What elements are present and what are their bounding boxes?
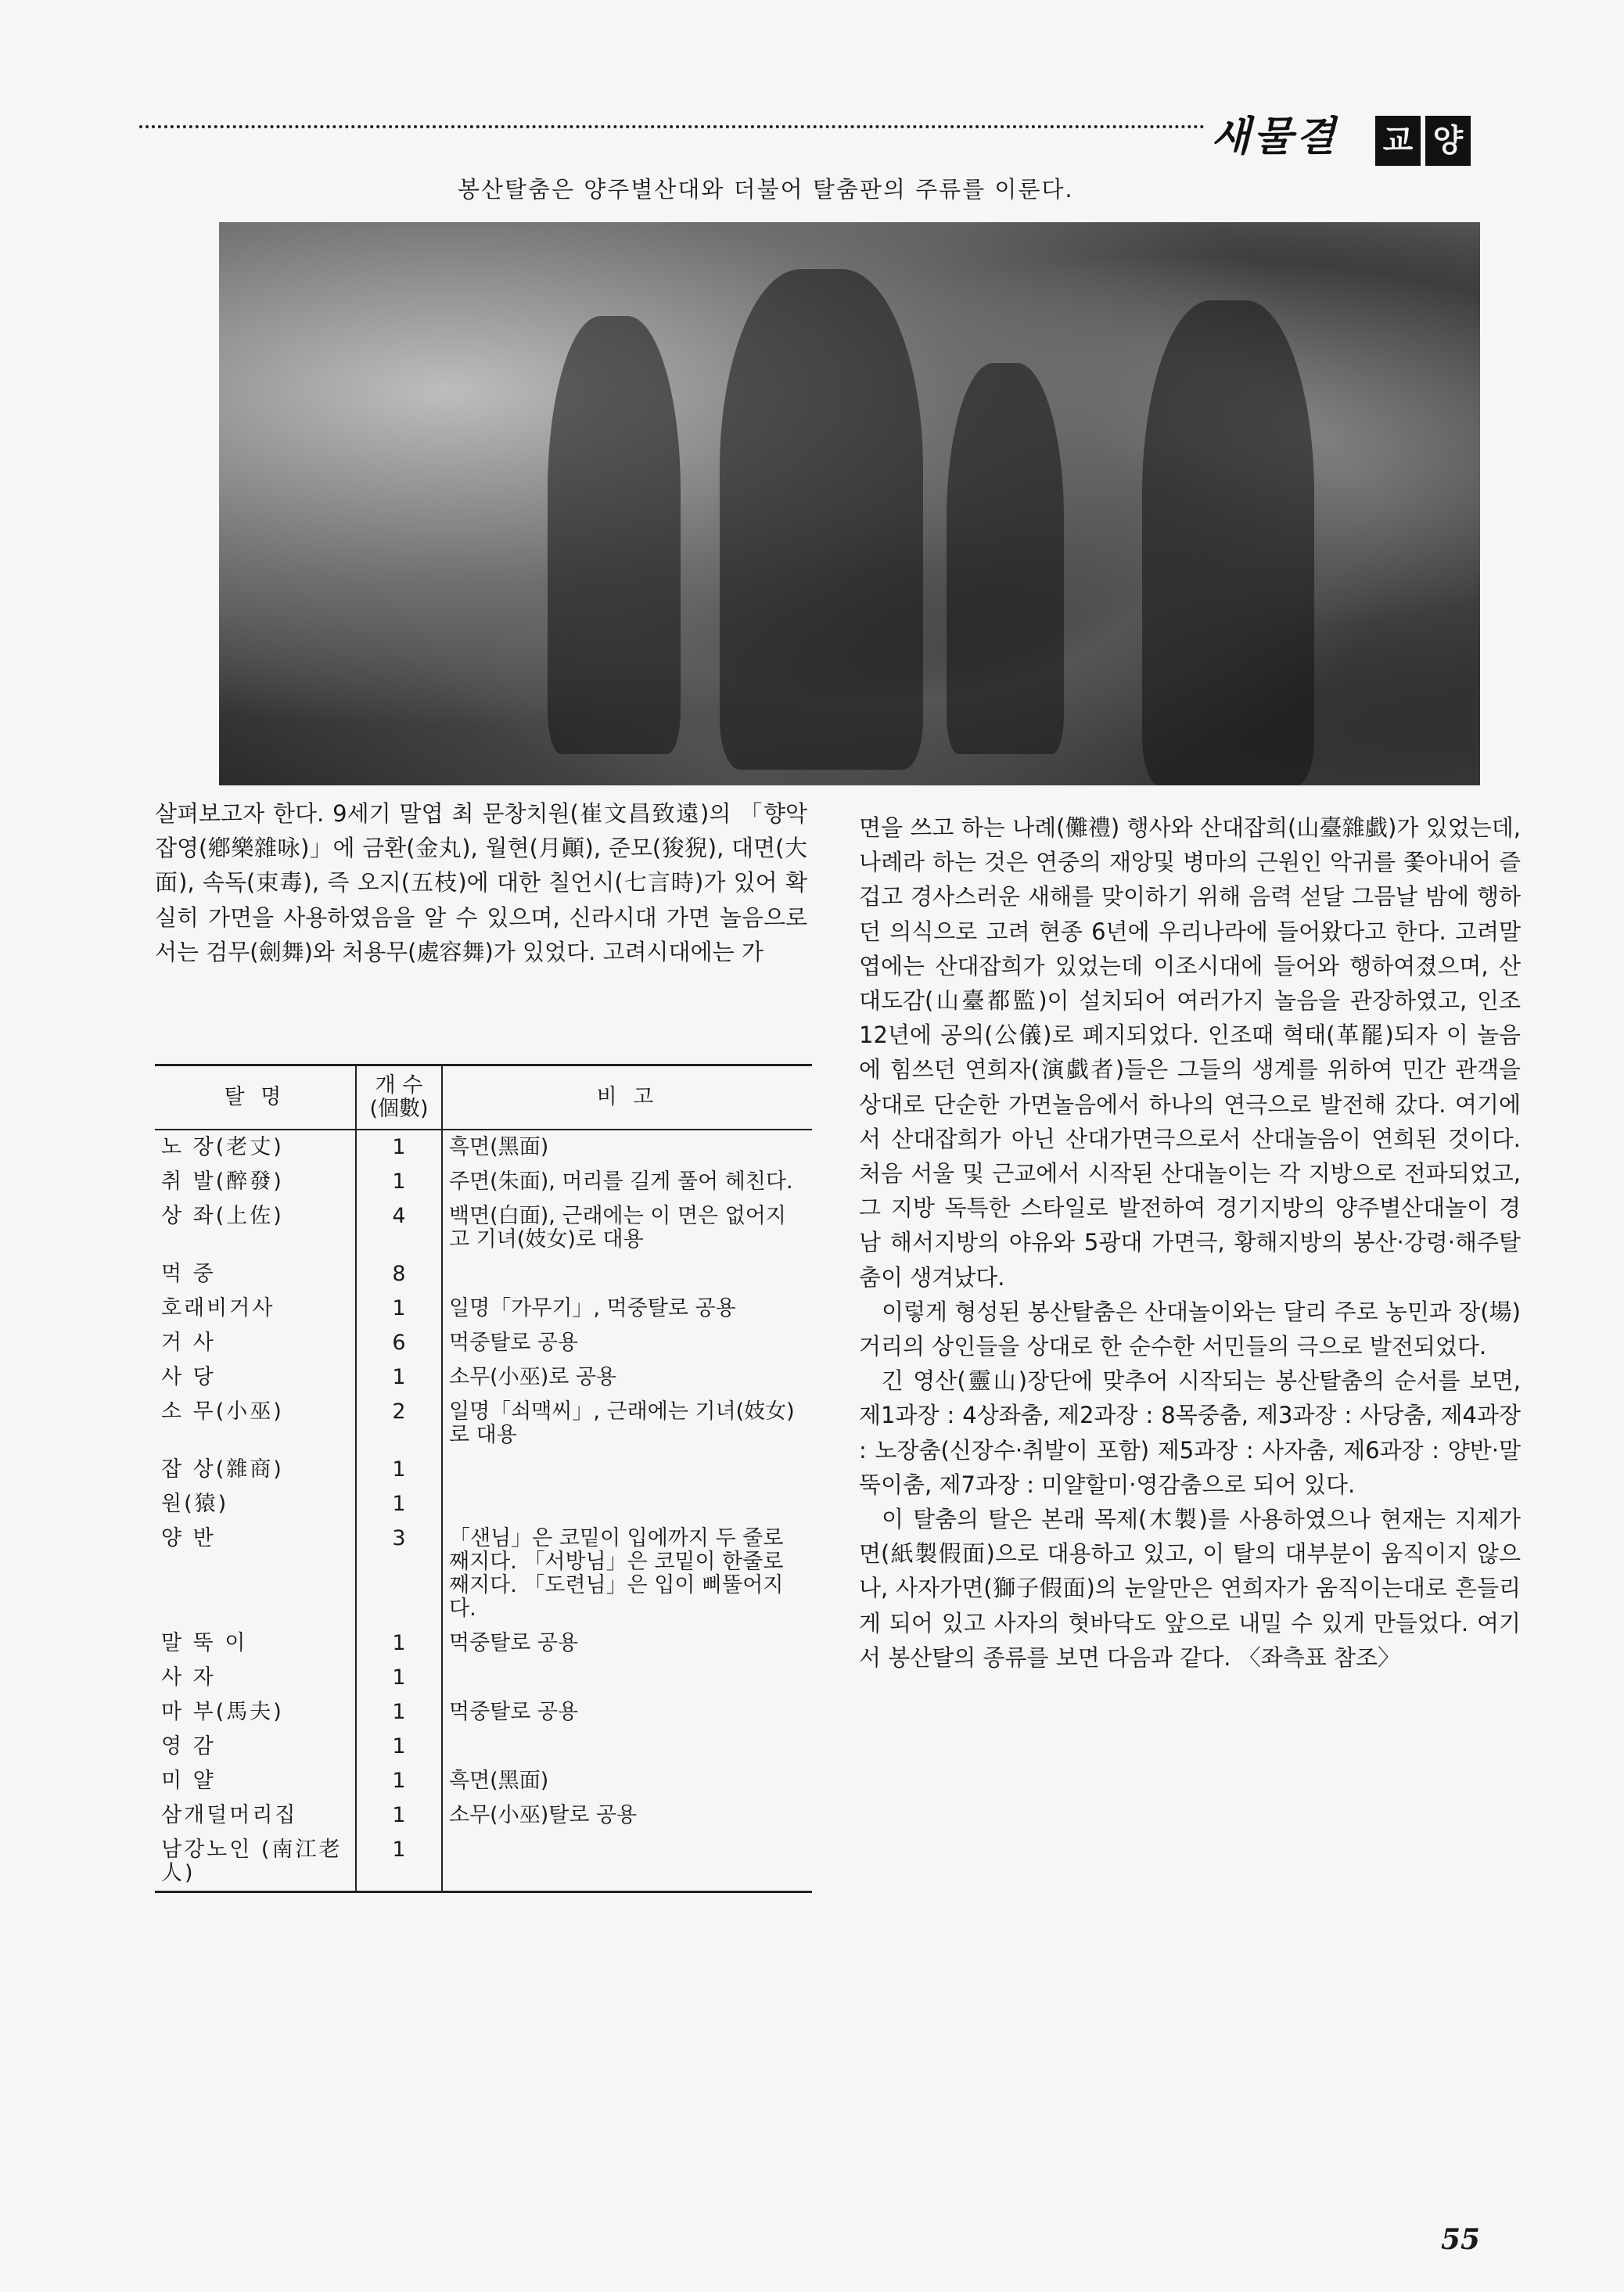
mask-count-cell: 1	[356, 1833, 442, 1892]
table-row	[155, 1764, 812, 1798]
mask-count-cell: 1	[356, 1626, 442, 1661]
table-row	[155, 1291, 812, 1326]
mask-note-cell: 주면(朱面), 머리를 길게 풀어 헤친다.	[442, 1165, 812, 1199]
table-row	[155, 1695, 812, 1730]
table-row	[155, 1730, 812, 1764]
series-label-char-2: 양	[1425, 116, 1471, 166]
mask-name-cell: 잡 상(雜商)	[161, 1457, 284, 1482]
table-row	[155, 1326, 812, 1360]
table-row	[155, 1395, 812, 1453]
mask-note-cell: 흑면(黑面)	[442, 1764, 812, 1798]
mask-count-cell: 1	[356, 1291, 442, 1326]
table-row	[155, 1521, 812, 1626]
header-mask-name: 탈 명	[155, 1065, 356, 1130]
right-paragraph-4: 이 탈춤의 탈은 본래 목제(木製)를 사용하였으나 현재는 지제가면(紙製假面)으로 대용하고 있고, 이 탈의 대부분이 움직이지 않으나, 사자가면(獅子假面)의 눈알만은 연희자가 움직이는대로 흔들리게 되어 있고 사자의 혓바닥도 앞으로 내밀 수 있게 만들었다. 여기서 봉산탈의 종류를 보면 다음과 같다. 〈좌측표 참조〉	[859, 1506, 1521, 1671]
photo-caption: 봉산탈춤은 양주별산대와 더불어 탈춤판의 주류를 이룬다.	[458, 176, 1074, 203]
mask-name-cell: 사 자	[161, 1665, 216, 1690]
mask-count-cell: 1	[356, 1487, 442, 1521]
table-row	[155, 1130, 812, 1165]
mask-name-cell: 노 장(老丈)	[161, 1135, 284, 1159]
right-column	[859, 810, 1521, 1675]
right-paragraph-2: 이렇게 형성된 봉산탈춤은 산대놀이와는 달리 주로 농민과 장(場)거리의 상인들을 상대로 한 순수한 서민들의 극으로 발전되었다.	[859, 1298, 1521, 1360]
mask-note-cell	[442, 1453, 812, 1487]
mask-note-cell: 「샌님」은 코밑이 입에까지 두 줄로 째지다. 「서방님」은 코밑이 한줄로 째지다. 「도련님」은 입이 삐뚤어지다.	[442, 1521, 812, 1626]
mask-count-cell: 6	[356, 1326, 442, 1360]
mask-name-cell: 마 부(馬夫)	[161, 1700, 284, 1724]
mask-name-cell: 영 감	[161, 1734, 216, 1759]
mask-name-cell: 양 반	[161, 1526, 216, 1550]
mask-count-cell: 1	[356, 1798, 442, 1833]
mask-note-cell: 흑면(黑面)	[442, 1130, 812, 1165]
mask-table-body	[155, 1130, 812, 1892]
left-column	[155, 796, 807, 969]
table-row	[155, 1257, 812, 1291]
mask-note-cell: 먹중탈로 공용	[442, 1626, 812, 1661]
mask-name-cell: 거 사	[161, 1331, 216, 1355]
mask-name-cell: 먹 중	[161, 1262, 216, 1286]
mask-name-cell: 사 당	[161, 1365, 216, 1389]
mask-name-cell: 원(猿)	[161, 1492, 229, 1516]
table-row	[155, 1833, 812, 1892]
mask-name-cell: 호래비거사	[161, 1296, 275, 1320]
mask-count-cell: 4	[356, 1199, 442, 1257]
mask-note-cell: 소무(小巫)탈로 공용	[442, 1798, 812, 1833]
mask-note-cell: 소무(小巫)로 공용	[442, 1360, 812, 1395]
table-row	[155, 1487, 812, 1521]
header-note: 비 고	[442, 1065, 812, 1130]
mask-note-cell	[442, 1730, 812, 1764]
right-paragraph-3: 긴 영산(靈山)장단에 맞추어 시작되는 봉산탈춤의 순서를 보면, 제1과장 : 4상좌춤, 제2과장 : 8목중춤, 제3과장 : 사당춤, 제4과장 : 노장춤(신장수·취발이 포함) 제5과장 : 사자춤, 제6과장 : 양반·말뚝이춤, 제7과장 : 미얄할미·영감춤으로 되어 있다.	[859, 1367, 1521, 1498]
mask-note-cell	[442, 1833, 812, 1892]
mask-note-cell: 먹중탈로 공용	[442, 1326, 812, 1360]
table-row	[155, 1199, 812, 1257]
left-column-paragraph: 살펴보고자 한다. 9세기 말엽 최 문창치원(崔文昌致遠)의 「향악잡영(鄕樂雜咏)」에 금환(金丸), 월현(月顚), 준모(狻猊), 대면(大面), 속독(束毒), 즉 오지(五枝)에 대한 칠언시(七言時)가 있어 확실히 가면을 사용하였음을 알 수 있으며, 신라시대 가면 놀음으로서는 검무(劍舞)와 처용무(處容舞)가 있었다. 고려시대에는 가	[155, 800, 807, 965]
mask-name-cell: 남강노인 (南江老人)	[161, 1838, 343, 1885]
mask-note-cell: 일명「쇠맥씨」, 근래에는 기녀(妓女)로 대용	[442, 1395, 812, 1453]
mask-count-cell: 8	[356, 1257, 442, 1291]
mask-note-cell: 백면(白面), 근래에는 이 면은 없어지고 기녀(妓女)로 대용	[442, 1199, 812, 1257]
mask-count-cell: 1	[356, 1730, 442, 1764]
mask-count-cell: 1	[356, 1661, 442, 1695]
table-row	[155, 1661, 812, 1695]
mask-note-cell: 먹중탈로 공용	[442, 1695, 812, 1730]
section-title: 새물결	[1211, 113, 1338, 160]
mask-count-cell: 1	[356, 1695, 442, 1730]
mask-name-cell: 취 발(醉發)	[161, 1169, 284, 1194]
mask-note-cell	[442, 1661, 812, 1695]
table-row	[155, 1453, 812, 1487]
mask-name-cell: 상 좌(上佐)	[161, 1204, 284, 1228]
mask-types-table	[155, 1064, 812, 1893]
mask-name-cell: 삼개덜머리집	[161, 1803, 298, 1827]
right-paragraph-1: 면을 쓰고 하는 나례(儺禮) 행사와 산대잡희(山臺雜戱)가 있었는데, 나례라 하는 것은 연중의 재앙및 병마의 근원인 악귀를 쫓아내어 즐겁고 경사스러운 새해를 맞이하기 위해 음력 섣달 그믐날 밤에 행하던 의식으로 고려 현종 6년에 우리나라에 들어왔다고 한다. 고려말엽에는 산대잡희가 있었는데 이조시대에 들어와 행하여졌으며, 산대도감(山臺都監)이 설치되어 여러가지 놀음을 관장하였고, 인조 12년에 공의(公儀)로 폐지되었다. 인조때 혁태(革罷)되자 이 놀음에 힘쓰던 연희자(演戱者)들은 그들의 생계를 위하여 민간 관객을 상대로 단순한 가면놀음에서 하나의 연극으로 발전해 갔다. 여기에서 산대잡희가 아닌 산대가면극으로서 산대놀음이 연희된 것이다. 처음 서울 및 근교에서 시작된 산대놀이는 각 지방으로 전파되었고, 그 지방 독특한 스타일로 발전하여 경기지방의 양주별산대놀이 경남 해서지방의 야유와 5광대 가면극, 황해지방의 봉산·강령·해주탈춤이 생겨났다.	[859, 814, 1521, 1291]
table-row	[155, 1360, 812, 1395]
mask-count-cell: 1	[356, 1360, 442, 1395]
mask-name-cell: 미 얄	[161, 1769, 216, 1793]
mask-name-cell: 말 뚝 이	[161, 1631, 248, 1655]
table-row	[155, 1626, 812, 1661]
header-dotted-rule	[139, 125, 1205, 128]
mask-note-cell: 일명「가무기」, 먹중탈로 공용	[442, 1291, 812, 1326]
table-row	[155, 1798, 812, 1833]
mask-count-cell: 2	[356, 1395, 442, 1453]
page-number: 55	[1441, 2223, 1481, 2256]
mask-count-cell: 3	[356, 1521, 442, 1626]
header-count: 개 수 (個數)	[356, 1065, 442, 1130]
performance-photo	[219, 222, 1480, 785]
mask-count-cell: 1	[356, 1764, 442, 1798]
mask-count-cell: 1	[356, 1130, 442, 1165]
mask-count-cell: 1	[356, 1165, 442, 1199]
table-row	[155, 1165, 812, 1199]
series-label-char-1: 교	[1375, 116, 1421, 166]
table-header-row	[155, 1065, 812, 1130]
mask-name-cell: 소 무(小巫)	[161, 1399, 284, 1424]
mask-note-cell	[442, 1257, 812, 1291]
mask-count-cell: 1	[356, 1453, 442, 1487]
mask-note-cell	[442, 1487, 812, 1521]
